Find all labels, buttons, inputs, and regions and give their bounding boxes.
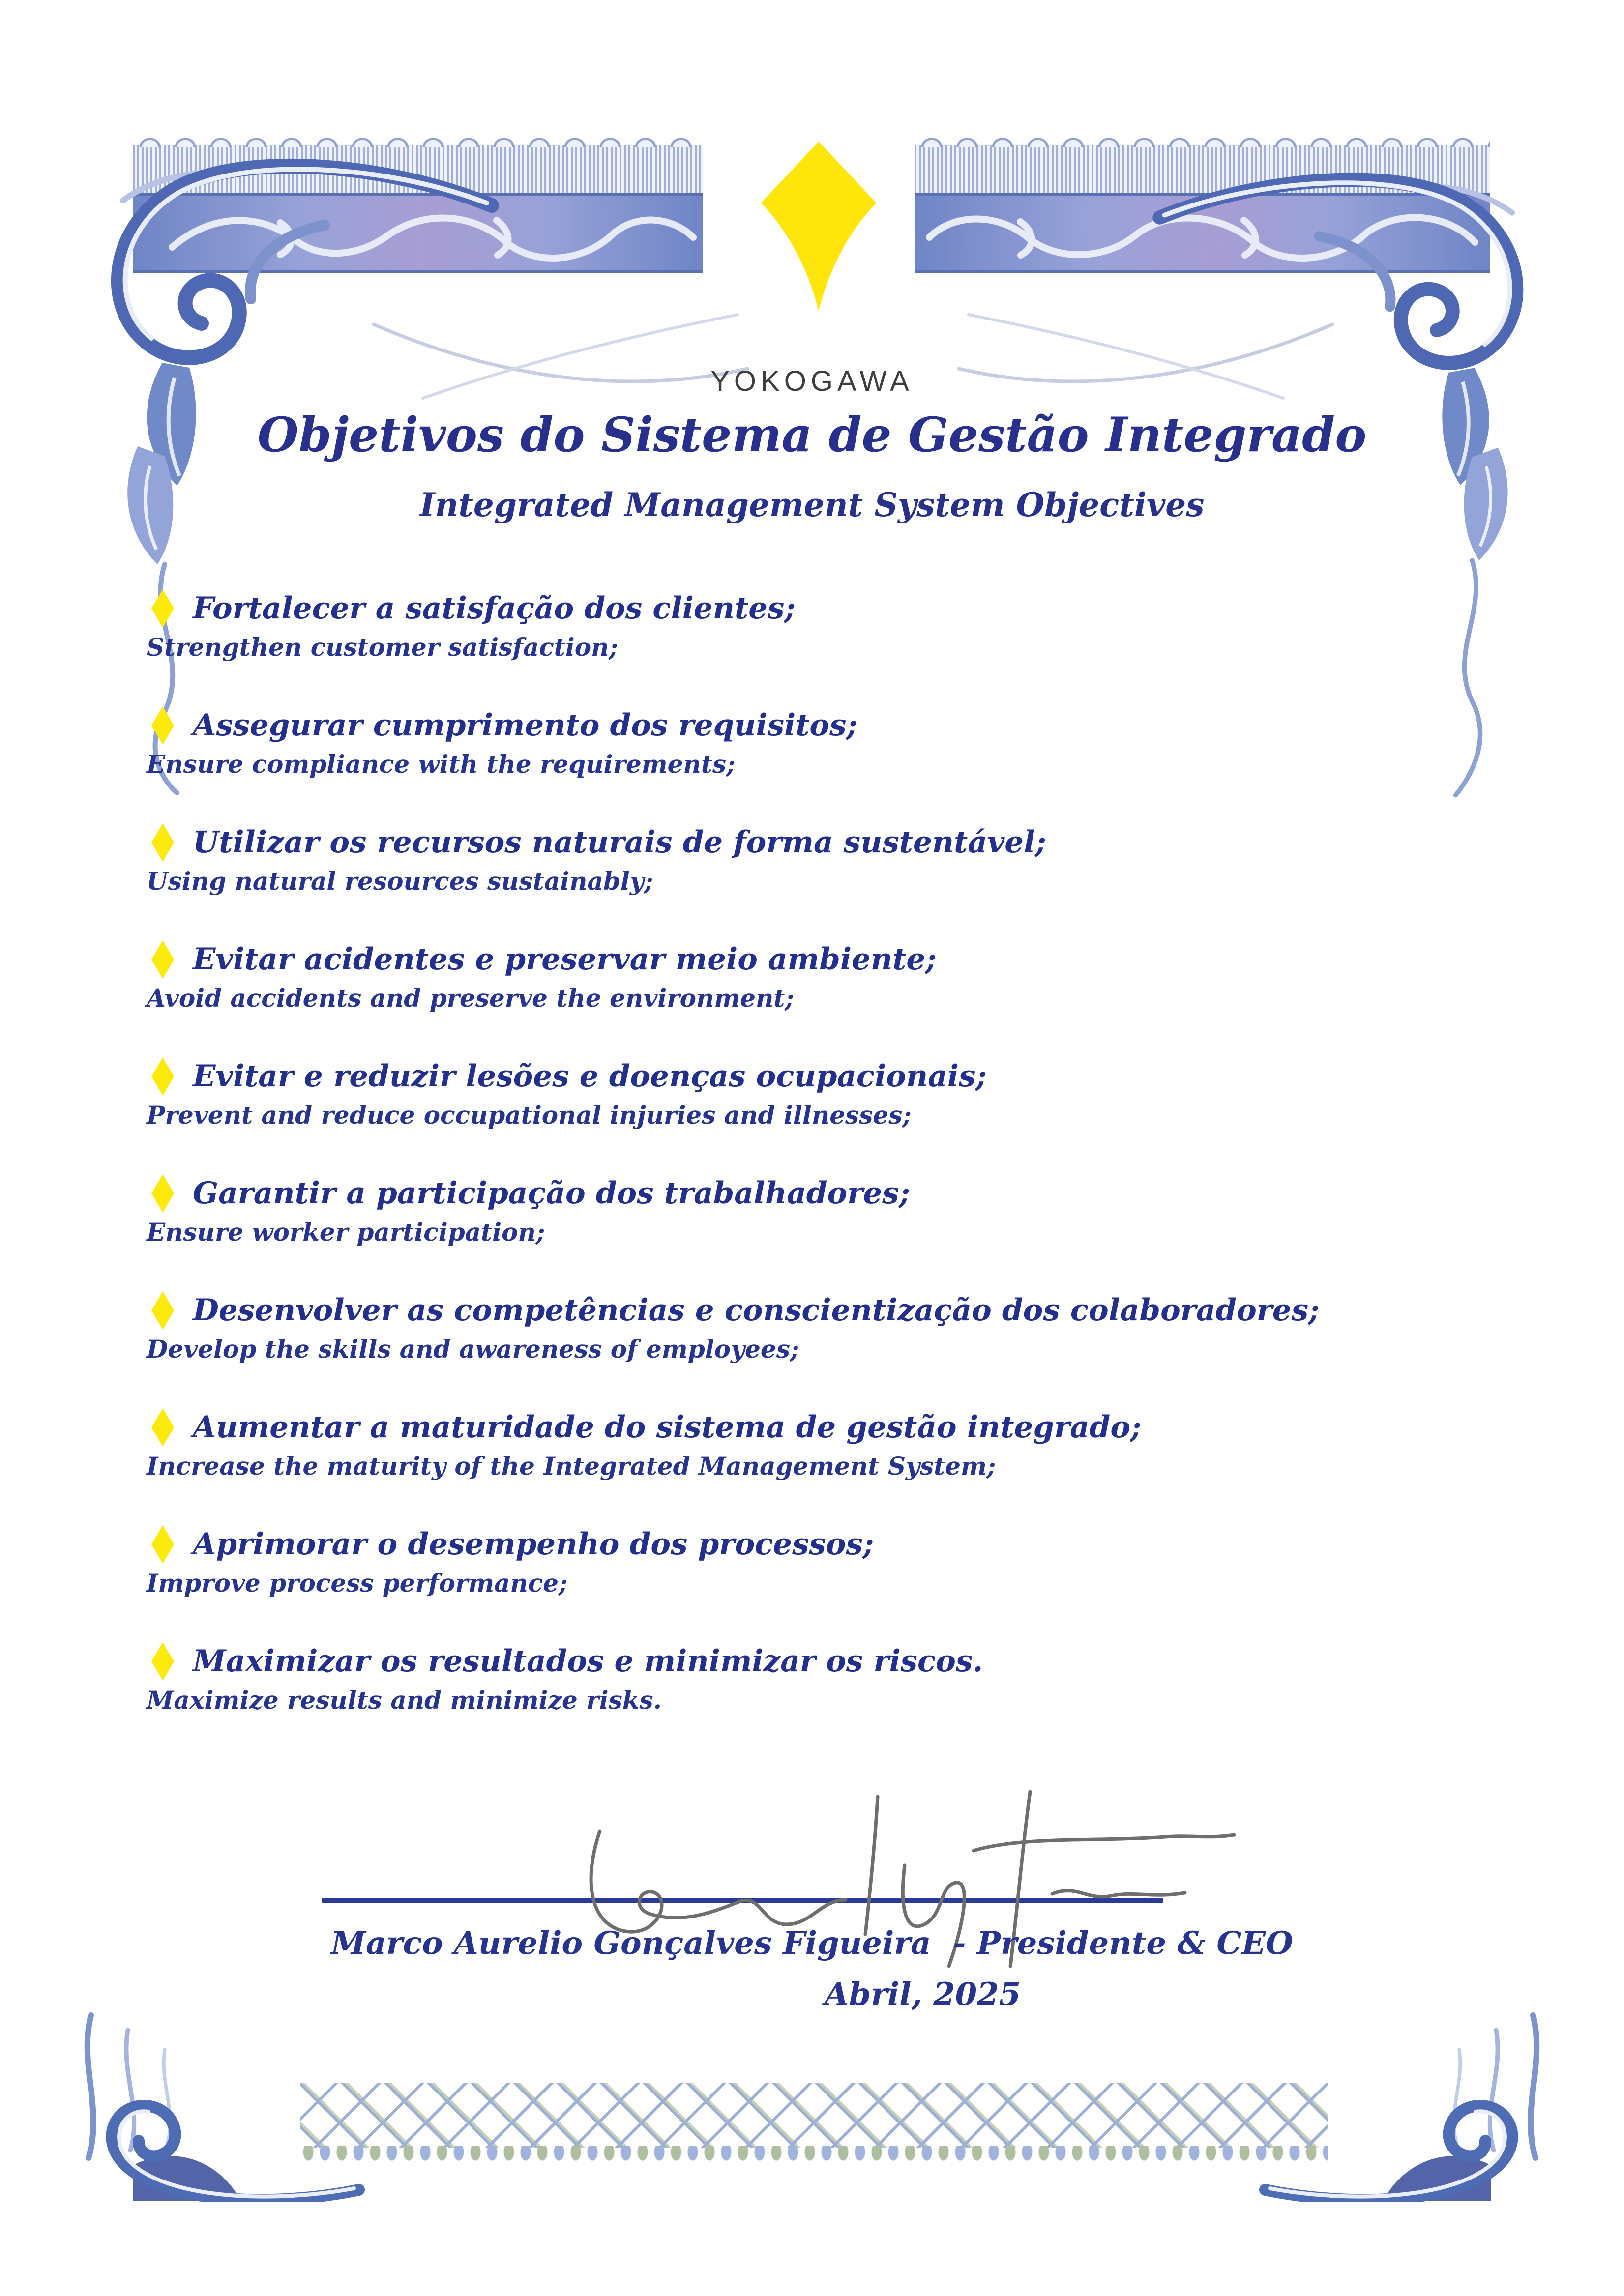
objectives-list [147,589,1516,1759]
yellow-diamond-bullet-icon [151,1408,174,1447]
yellow-diamond-bullet-icon [151,706,174,745]
objective-item [147,1408,1516,1482]
objective-pt: Assegurar cumprimento dos requisitos; [193,708,857,743]
yokogawa-diamond-icon [757,142,880,314]
page-title-en: Integrated Management System Objectives [419,486,1205,524]
objective-pt: Aprimorar o desempenho dos processos; [193,1527,874,1562]
objective-en: Avoid accidents and preserve the environment; [147,984,794,1013]
objective-en: Improve process performance; [147,1569,568,1598]
objective-en: Strengthen customer satisfaction; [147,633,618,662]
yellow-diamond-bullet-icon [151,1525,174,1564]
yellow-diamond-bullet-icon [151,1057,174,1096]
brand-name: YOKOGAWA [710,365,914,397]
page-title-pt: Objetivos do Sistema de Gestão Integrado [257,407,1367,463]
objective-item [147,823,1516,898]
signature-date: Abril, 2025 [824,1976,1021,2013]
yellow-diamond-bullet-icon [151,1642,174,1681]
objective-en: Ensure worker participation; [147,1218,545,1247]
objective-en: Maximize results and minimize risks. [147,1686,662,1715]
objective-pt: Desenvolver as competências e conscientização dos colaboradores; [193,1293,1320,1328]
yellow-diamond-bullet-icon [151,940,174,979]
objective-item [147,1057,1516,1132]
objective-item [147,1642,1516,1716]
objective-item [147,589,1516,664]
objective-en: Using natural resources sustainably; [147,867,653,896]
objective-en: Develop the skills and awareness of employees; [147,1335,799,1364]
signatory-name: Marco Aurelio Gonçalves Figueira - Presidente & CEO [331,1925,1293,1962]
objective-en: Prevent and reduce occupational injuries and illnesses; [147,1101,912,1130]
pen-flourish-right [949,295,1342,423]
yellow-diamond-bullet-icon [151,1174,174,1213]
objective-item [147,1525,1516,1599]
yellow-diamond-bullet-icon [151,823,174,862]
pen-flourish-left [364,295,757,423]
objective-pt: Fortalecer a satisfação dos clientes; [193,591,796,626]
objective-pt: Utilizar os recursos naturais de forma sustentável; [193,825,1046,860]
yellow-diamond-bullet-icon [151,1291,174,1330]
objective-en: Increase the maturity of the Integrated Management System; [147,1452,996,1481]
bottom-right-corner-flourish [1255,1996,1560,2202]
bottom-left-corner-flourish [64,1996,369,2202]
objective-item [147,1291,1516,1366]
objective-item [147,1174,1516,1249]
bottom-lace-garland [300,2083,1328,2148]
objective-item [147,706,1516,781]
objective-item [147,940,1516,1015]
objective-en: Ensure compliance with the requirements; [147,750,736,779]
objective-pt: Garantir a participação dos trabalhadores; [193,1176,910,1211]
yellow-diamond-bullet-icon [151,589,174,628]
objective-pt: Maximizar os resultados e minimizar os riscos. [193,1644,983,1679]
objective-pt: Evitar e reduzir lesões e doenças ocupacionais; [193,1059,987,1094]
objective-pt: Aumentar a maturidade do sistema de gestão integrado; [193,1410,1142,1445]
objective-pt: Evitar acidentes e preservar meio ambiente; [193,942,937,977]
